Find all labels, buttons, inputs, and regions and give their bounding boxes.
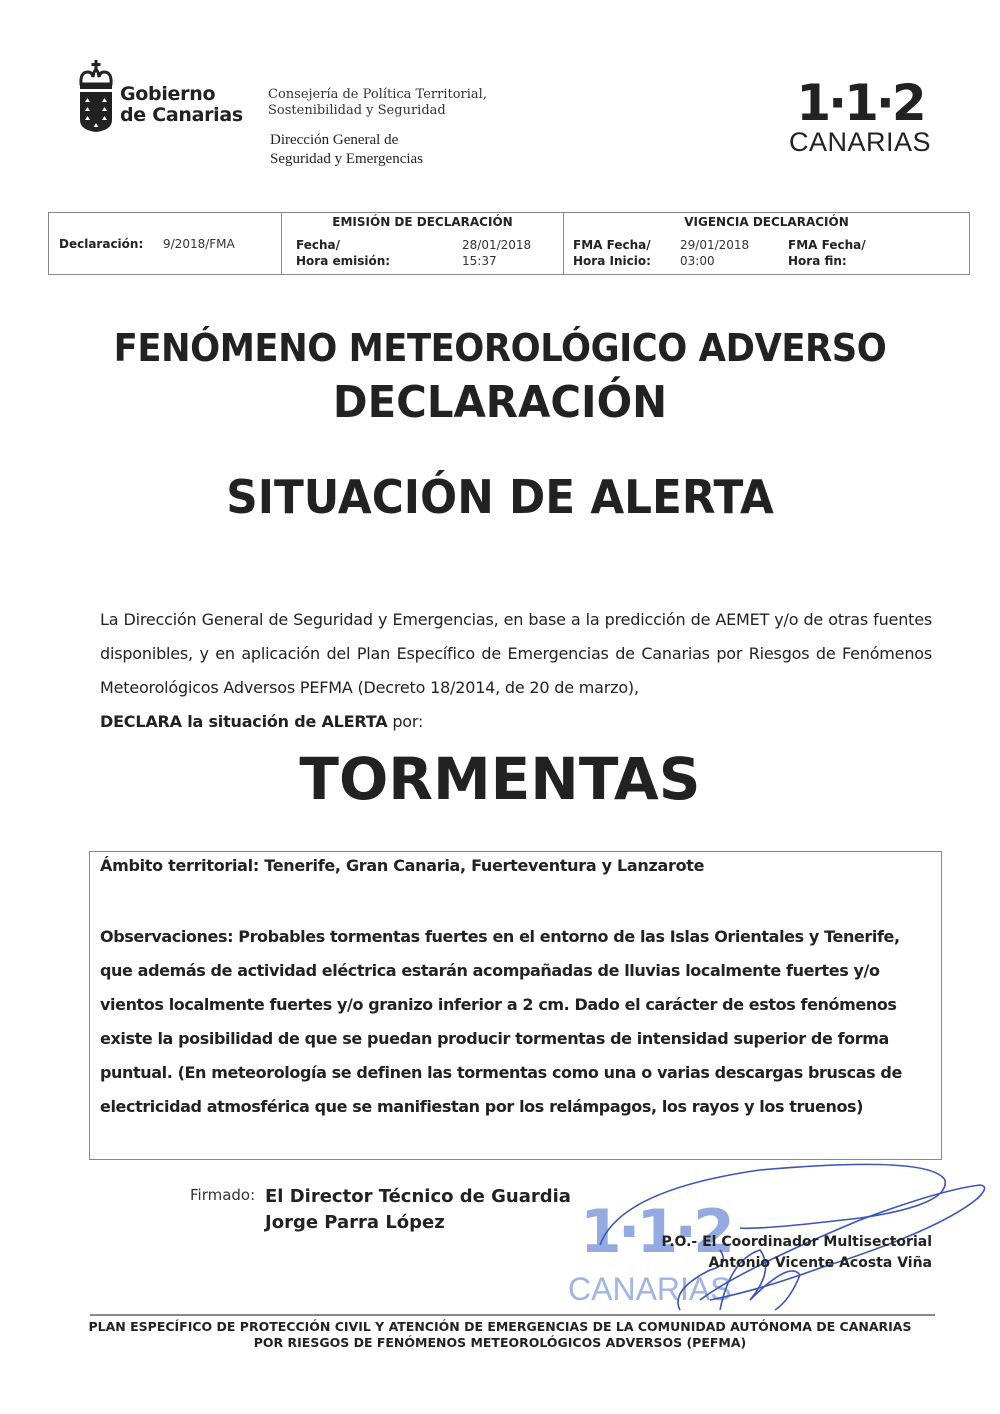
consejeria-line2: Sostenibilidad y Seguridad <box>268 103 446 118</box>
vigencia-fin-hora-label: Hora fin: <box>788 254 847 268</box>
alerta-text: ALERTA <box>321 712 388 731</box>
vigencia-inicio-fecha-label: FMA Fecha/ <box>573 238 651 252</box>
signatory-name: Jorge Parra López <box>265 1212 445 1233</box>
signatory <box>265 1184 571 1236</box>
firmado-label: Firmado: <box>190 1186 256 1204</box>
signatory-role: El Director Técnico de Guardia <box>265 1186 571 1207</box>
declara-text: DECLARA la situación de <box>100 712 322 731</box>
title-declaracion: DECLARACIÓN <box>332 377 668 428</box>
direccion-line1: Dirección General de <box>270 132 399 148</box>
details-box <box>89 851 942 1160</box>
vigencia-inicio-time: 03:00 <box>680 254 715 268</box>
title-fenomeno: FENÓMENO METEOROLÓGICO ADVERSO <box>113 326 887 370</box>
po-role: P.O.- El Coordinador Multisectorial <box>661 1234 932 1250</box>
phenomenon-heading: TORMENTAS <box>299 745 701 813</box>
footer <box>0 1319 1000 1351</box>
emision-cell <box>281 213 563 274</box>
declaracion-value: 9/2018/FMA <box>163 237 235 251</box>
declaracion-label: Declaración: <box>59 237 144 251</box>
svg-text:CANARIAS: CANARIAS <box>568 1271 732 1307</box>
declaracion-cell <box>49 213 281 274</box>
gov-name <box>120 84 243 126</box>
vigencia-fin-fecha-label: FMA Fecha/ <box>788 238 866 252</box>
svg-text:1·1·2: 1·1·2 <box>580 1197 731 1267</box>
consejeria-line1: Consejería de Política Territorial, <box>268 87 487 102</box>
vigencia-inicio-date: 29/01/2018 <box>680 238 750 252</box>
vigencia-heading: VIGENCIA DECLARACIÓN <box>684 215 849 229</box>
logo-112-number: 1·1·2 <box>796 74 924 132</box>
logo-112-canarias <box>770 74 950 157</box>
emision-time: 15:37 <box>462 254 497 268</box>
footer-divider <box>90 1314 935 1316</box>
emision-hora-label: Hora emisión: <box>296 254 391 268</box>
po-signatory <box>662 1232 932 1274</box>
direccion-line2: Seguridad y Emergencias <box>270 151 424 167</box>
footer-line2: POR RIESGOS DE FENÓMENOS METEOROLÓGICOS ADVERSOS (PEFMA) <box>253 1335 747 1350</box>
vigencia-inicio-hora-label: Hora Inicio: <box>573 254 651 268</box>
gobierno-de-canarias-logo <box>76 60 246 135</box>
emision-heading: EMISIÓN DE DECLARACIÓN <box>332 215 513 229</box>
direccion-general-name <box>270 131 423 169</box>
ambito-territorial: Ámbito territorial: Tenerife, Gran Canaria, Fuerteventura y Lanzarote <box>100 856 705 875</box>
po-name: Antonio Vicente Acosta Viña <box>708 1255 932 1271</box>
consejeria-name <box>268 87 487 119</box>
por-text: por: <box>387 712 424 731</box>
canary-islands-crest-icon <box>76 60 116 132</box>
gov-name-line1: Gobierno <box>120 83 216 105</box>
emision-date: 28/01/2018 <box>462 238 532 252</box>
emision-fecha-label: Fecha/ <box>296 238 340 252</box>
declaration-paragraph <box>100 603 932 739</box>
observaciones: Observaciones: Probables tormentas fuertes en el entorno de las Islas Orientales y Tenerife, que además de actividad eléctrica estarán acompañadas de lluvias localmente fuertes y/o vientos localmente fuertes y/o granizo inferior a 2 cm. Dado el carácter de estos fenómenos existe la posibilidad de que se puedan producir tormentas de intensidad superior de forma puntual. (En meteorología se definen las tormentas como una o varias descargas bruscas de electricidad atmosférica que se manifiestan por los relámpagos, los rayos y los truenos) <box>100 927 902 1116</box>
declaration-info-table <box>48 212 970 275</box>
vigencia-cell <box>563 213 969 274</box>
title-situacion-alerta: SITUACIÓN DE ALERTA <box>226 470 774 524</box>
footer-line1: PLAN ESPECÍFICO DE PROTECCIÓN CIVIL Y ATENCIÓN DE EMERGENCIAS DE LA COMUNIDAD AUTÓNOMA DE CANARIAS <box>88 1319 912 1334</box>
paragraph-text: La Dirección General de Seguridad y Emergencias, en base a la predicción de AEMET y/o de otras fuentes disponibles, y en aplicación del Plan Específico de Emergencias de Canarias por Riesgos de Fenómenos Meteorológicos Adversos PEFMA (Decreto 18/2014, de 20 de marzo), <box>100 610 932 697</box>
logo-112-sub: CANARIAS <box>788 127 932 157</box>
gov-name-line2: de Canarias <box>120 104 243 126</box>
